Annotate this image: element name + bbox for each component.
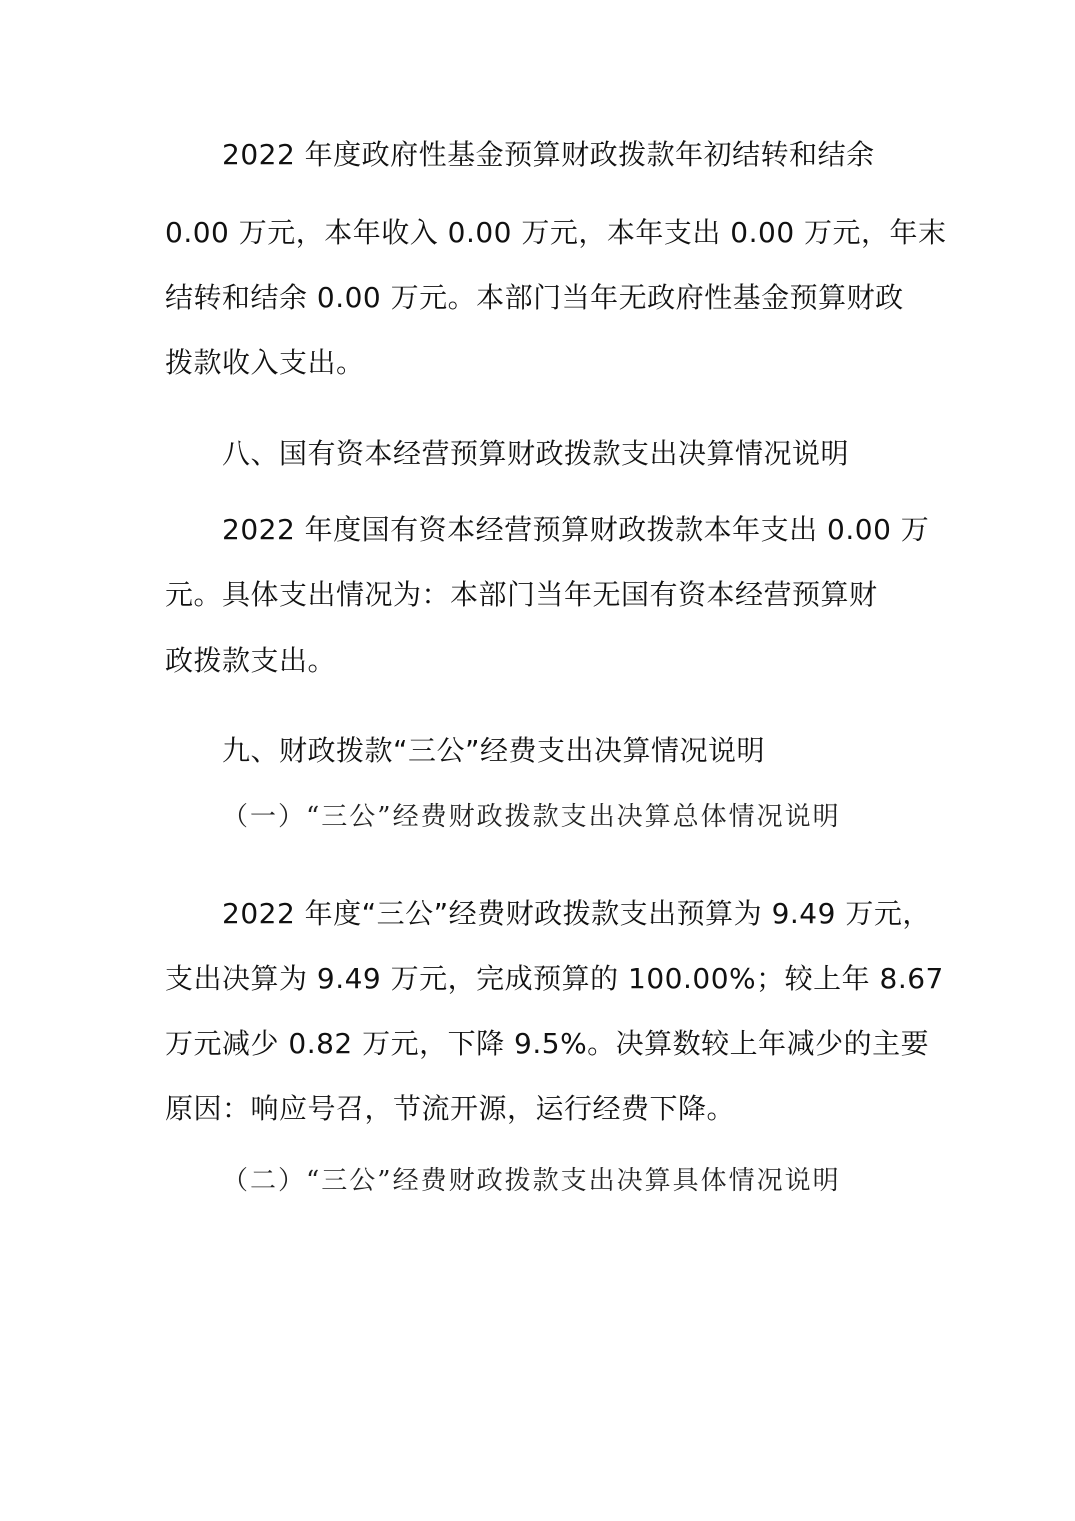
paragraph-line: 原因：响应号召，节流开源，运行经费下降。 xyxy=(165,1092,736,1125)
paragraph-line: 政拨款支出。 xyxy=(165,644,337,677)
paragraph-line: 2022 年度政府性基金预算财政拨款年初结转和结余 xyxy=(222,138,875,171)
paragraph-line: 结转和结余 0.00 万元。本部门当年无政府性基金预算财政 xyxy=(165,281,904,314)
paragraph-line: 支出决算为 9.49 万元，完成预算的 100.00%；较上年 8.67 xyxy=(165,962,944,995)
paragraph-line: 元。具体支出情况为：本部门当年无国有资本经营预算财 xyxy=(165,578,878,611)
paragraph-line: 万元减少 0.82 万元，下降 9.5%。决算数较上年减少的主要 xyxy=(165,1027,930,1060)
paragraph-line: 拨款收入支出。 xyxy=(165,346,365,379)
section-heading: 八、国有资本经营预算财政拨款支出决算情况说明 xyxy=(222,437,850,470)
section-heading: 九、财政拨款“三公”经费支出决算情况说明 xyxy=(222,734,766,767)
subsection-heading: （二）“三公”经费财政拨款支出决算具体情况说明 xyxy=(222,1166,841,1196)
paragraph-line: 2022 年度“三公”经费财政拨款支出预算为 9.49 万元， xyxy=(222,897,931,930)
subsection-heading: （一）“三公”经费财政拨款支出决算总体情况说明 xyxy=(222,802,841,832)
paragraph-line: 2022 年度国有资本经营预算财政拨款本年支出 0.00 万 xyxy=(222,513,930,546)
paragraph-line: 0.00 万元，本年收入 0.00 万元，本年支出 0.00 万元，年末 xyxy=(165,216,947,249)
